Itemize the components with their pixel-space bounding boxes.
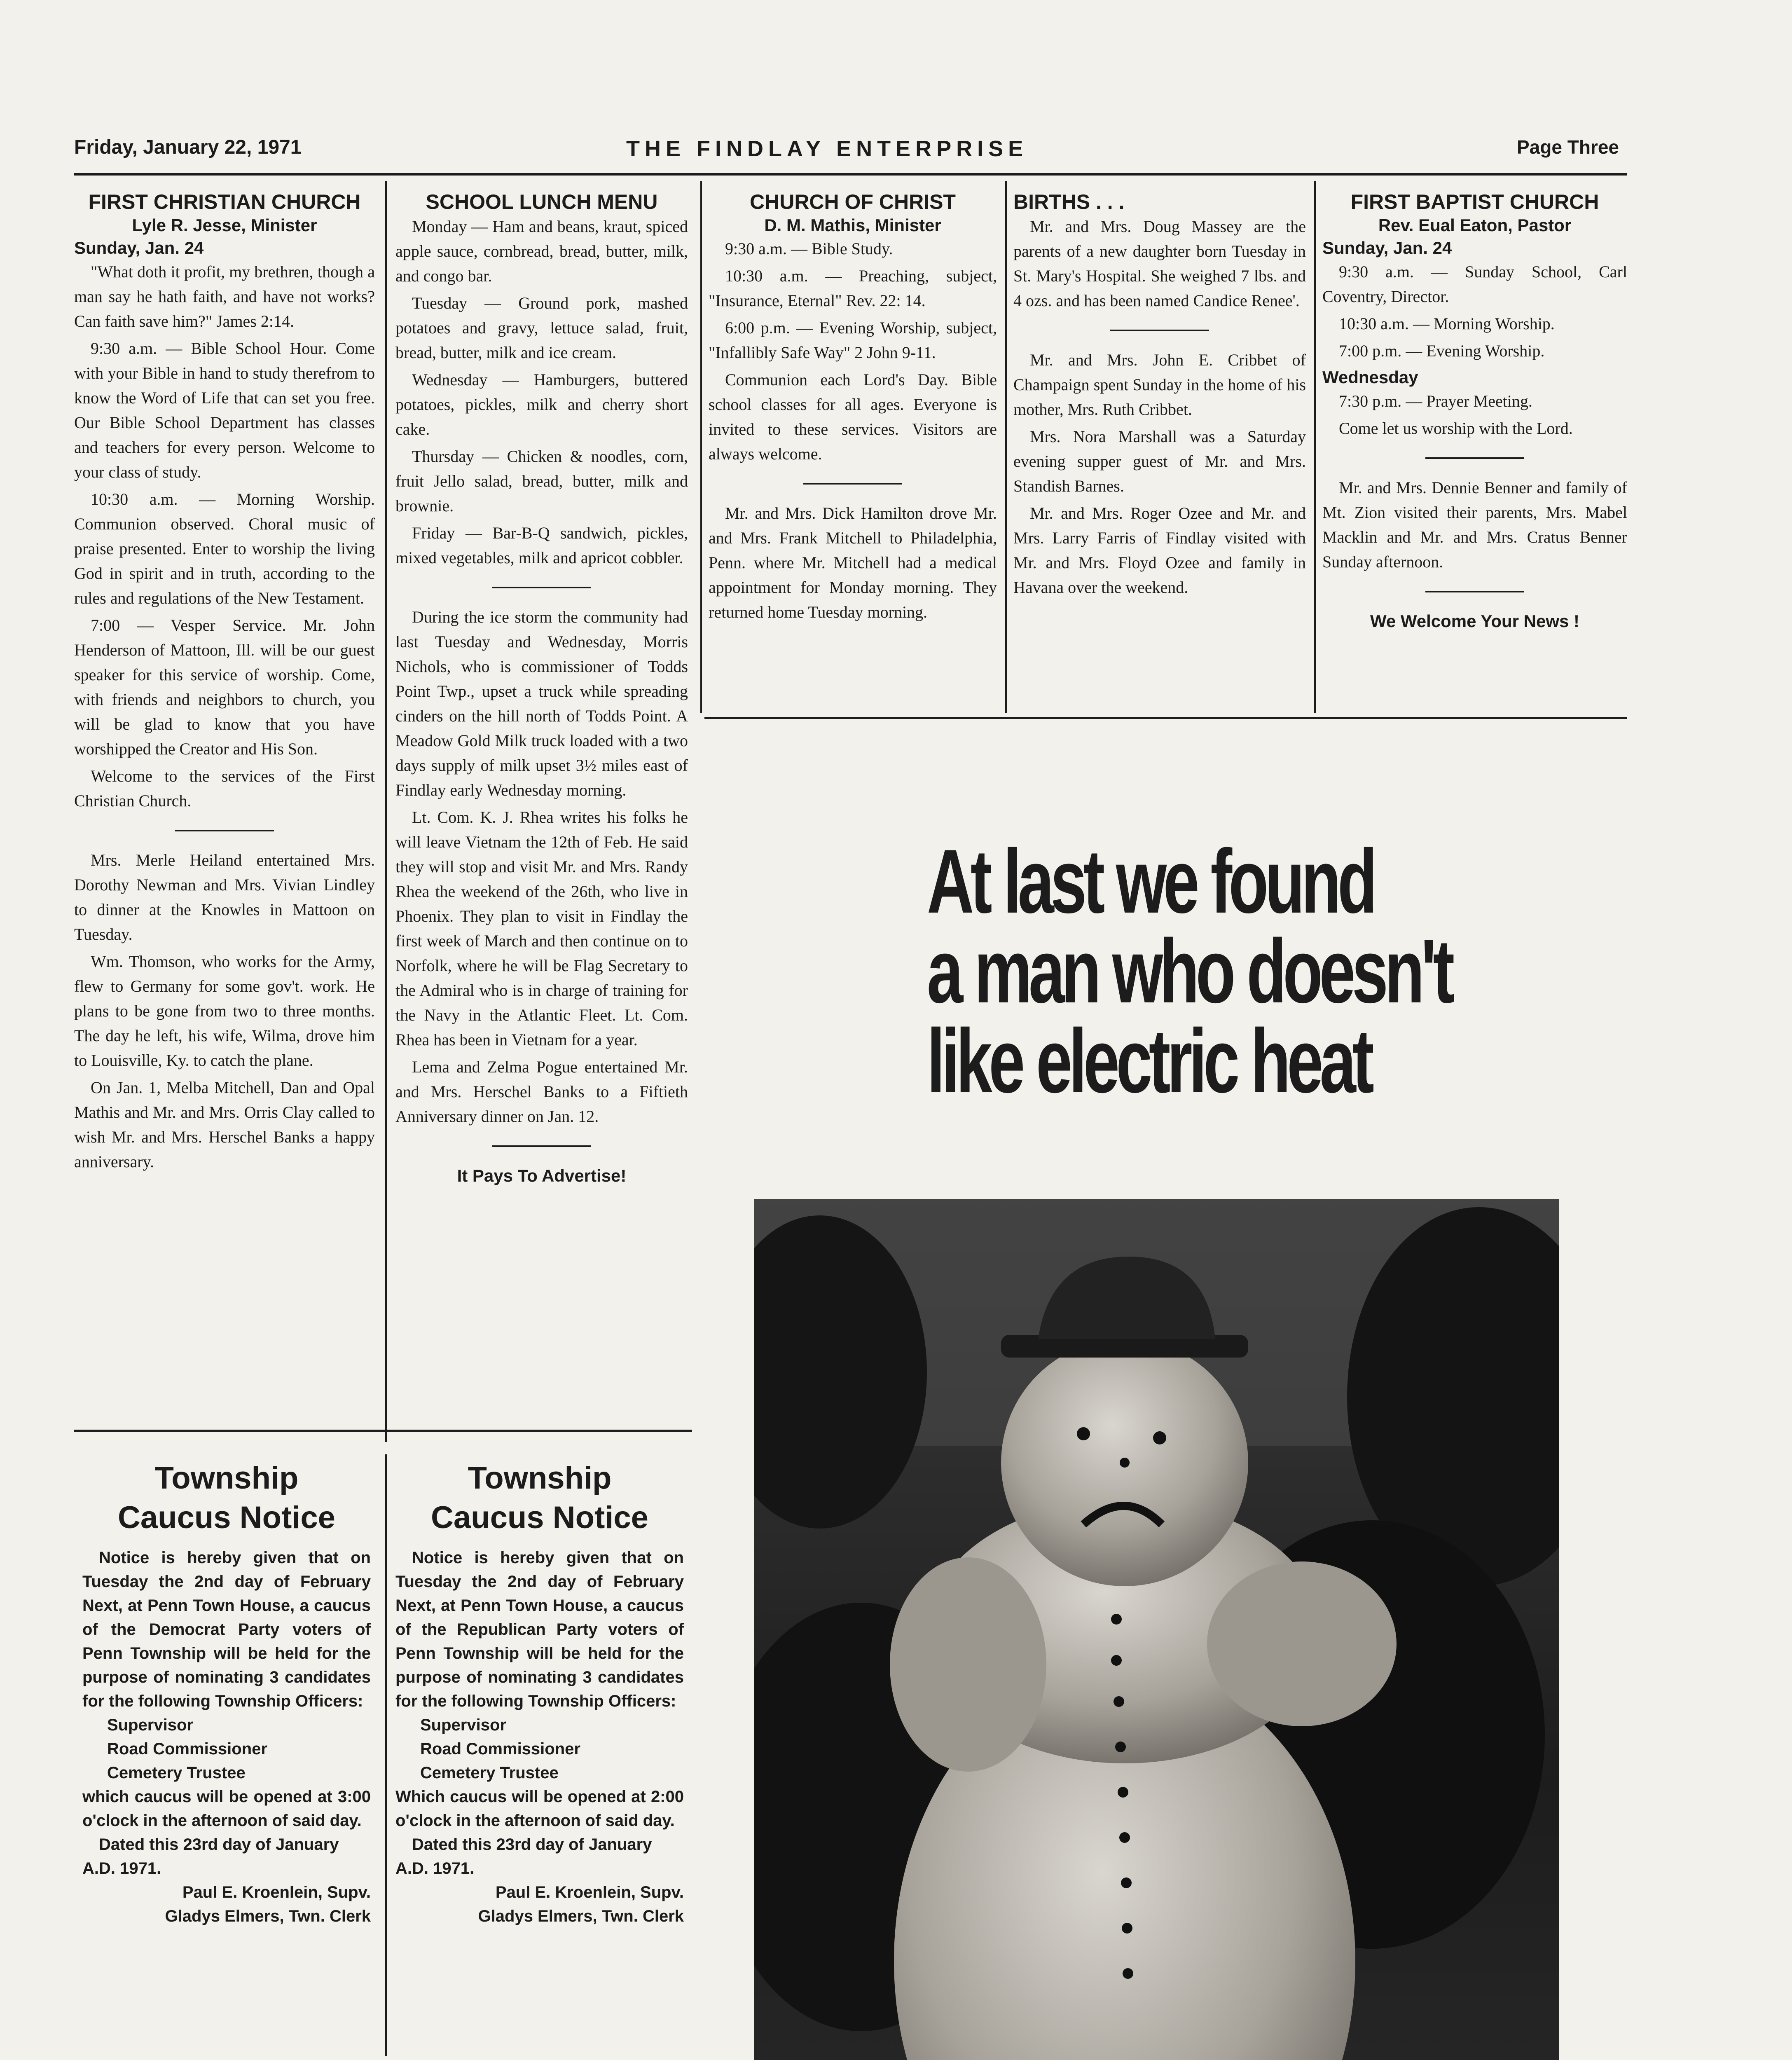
church-of-christ-minister: D. M. Mathis, Minister [764,215,941,235]
article-paragraph: 10:30 a.m. — Morning Worship. [1339,314,1555,333]
democrat-caucus-notice [82,1458,371,1928]
headline-line1: At last we found [927,831,1374,932]
article-paragraph: 9:30 a.m. — Sunday School, Carl Coventry, Director. [1322,262,1627,306]
headline-line2: a man who doesn't [927,920,1451,1022]
snowman-image [754,1199,1559,2060]
notices-top-rule [74,1430,692,1432]
notice-signature-clerk: Gladys Elmers, Twn. Clerk [165,1907,371,1925]
divider [492,1145,591,1147]
top-section-rule [704,717,1627,719]
church-of-christ-heading: CHURCH OF CHRIST [750,190,956,213]
column-births [1013,190,1306,602]
masthead-rule [74,173,1627,176]
menu-item: Thursday — Chicken & noodles, corn, fruit Jello salad, bread, butter, milk and brownie. [395,447,688,515]
notice-title-line2: Caucus Notice [431,1500,648,1535]
notice-dated: Dated this 23rd day of January A.D. 1971. [82,1835,339,1877]
column-rule-2 [700,181,702,713]
first-christian-church-date: Sunday, Jan. 24 [74,238,204,258]
notice-dated: Dated this 23rd day of January A.D. 1971. [395,1835,652,1877]
divider [803,483,902,485]
column-first-christian-church [74,190,375,1177]
cips-ad-headline [927,831,1545,1112]
article-paragraph: 7:30 p.m. — Prayer Meeting. [1339,392,1532,410]
republican-caucus-notice [395,1458,684,1928]
news-item: During the ice storm the community had last Tuesday and Wednesday, Morris Nichols, who is commissioner of Todds Point Twp., upset a truck while spreading cinders on the hill north of Todds Point. A Meadow Gold Milk truck loaded with a two days supply of milk upset 3½ miles east of Findlay early Wednesday morning. [395,608,688,799]
news-item: Lema and Zelma Pogue entertained Mr. and Mrs. Herschel Banks to a Fiftieth Anniversary dinner on Jan. 12. [395,1058,688,1126]
notice-office: Cemetery Trustee [420,1764,559,1782]
menu-item: Friday — Bar-B-Q sandwich, pickles, mixed vegetables, milk and apricot cobbler. [395,524,688,567]
first-christian-church-minister: Lyle R. Jesse, Minister [132,215,317,235]
snowman-photo [754,1199,1559,2060]
article-paragraph: Mr. and Mrs. Doug Massey are the parents of a new daughter born Tuesday in St. Mary's Hospital. She weighed 7 lbs. and 4 ozs. and has been named Candice Renee'. [1013,217,1306,310]
notice-signature-supervisor: Paul E. Kroenlein, Supv. [495,1883,684,1901]
column-church-of-christ [709,190,997,627]
masthead-page-number: Page Three [1517,136,1619,158]
column-first-baptist-church [1322,190,1627,634]
notice-office: Road Commissioner [420,1740,580,1758]
column-rule-4 [1314,181,1316,713]
news-item: On Jan. 1, Melba Mitchell, Dan and Opal Mathis and Mr. and Mrs. Orris Clay called to wish Mr. and Mrs. Herschel Banks a happy anniversary. [74,1078,375,1171]
article-paragraph: "What doth it profit, my brethren, though a man say he hath faith, and have not works? Can faith save him?" James 2:14. [74,262,375,330]
notice-time: which caucus will be opened at 3:00 o'clock in the afternoon of said day. [82,1788,371,1830]
article-paragraph: 10:30 a.m. — Preaching, subject, "Insurance, Eternal" Rev. 22: 14. [709,267,997,310]
article-paragraph: 9:30 a.m. — Bible Study. [725,239,893,258]
news-item: Mr. and Mrs. Dick Hamilton drove Mr. and Mrs. Frank Mitchell to Philadelphia, Penn. where Mr. Mitchell had a medical appointment for Monday morning. They returned home Tuesday morning. [709,504,997,621]
news-item: Mrs. Merle Heiland entertained Mrs. Dorothy Newman and Mrs. Vivian Lindley to dinner at the Knowles in Mattoon on Tuesday. [74,851,375,943]
notice-office: Cemetery Trustee [107,1764,246,1782]
column-rule-3 [1005,181,1007,713]
article-paragraph: Communion each Lord's Day. Bible school classes for all ages. Everyone is invited to these services. Visitors are always welcome. [709,370,997,463]
first-christian-church-heading: FIRST CHRISTIAN CHURCH [88,190,361,213]
notice-intro: Notice is hereby given that on Tuesday the 2nd day of February Next, at Penn Town House, a caucus of the Democrat Party voters of Penn Township will be held for the purpose of nominating 3 candidates for the following Township Officers: [82,1549,371,1710]
masthead-paper-name: THE FINDLAY ENTERPRISE [626,136,1028,161]
menu-item: Monday — Ham and beans, kraut, spiced apple sauce, cornbread, bread, butter, milk, and congo bar. [395,217,688,285]
column-rule-1 [385,181,387,1442]
it-pays-to-advertise: It Pays To Advertise! [457,1166,627,1185]
notice-signature-supervisor: Paul E. Kroenlein, Supv. [182,1883,371,1901]
notice-intro: Notice is hereby given that on Tuesday the 2nd day of February Next, at Penn Town House, a caucus of the Republican Party voters of Penn Township will be held for the purpose of nominating 3 candidates for the following Township Officers: [395,1549,684,1710]
divider [175,830,274,831]
notice-office: Supervisor [420,1716,506,1734]
news-item: Mr. and Mrs. John E. Cribbet of Champaign spent Sunday in the home of his mother, Mrs. Ruth Cribbet. [1013,351,1306,419]
first-baptist-church-pastor: Rev. Eual Eaton, Pastor [1378,215,1572,235]
article-paragraph: 9:30 a.m. — Bible School Hour. Come with your Bible in hand to study therefrom to know the Word of Life that can set you free. Our Bible School Department has classes and teachers for every person. Welcome to your class of study. [74,339,375,481]
article-paragraph: Come let us worship with the Lord. [1339,419,1573,438]
column-school-lunch-menu [395,190,688,1188]
notice-title-line2: Caucus Notice [118,1500,335,1535]
article-paragraph: 7:00 p.m. — Evening Worship. [1339,342,1545,360]
divider [1425,457,1524,459]
notice-office: Supervisor [107,1716,193,1734]
news-item: Lt. Com. K. J. Rhea writes his folks he will leave Vietnam the 12th of Feb. He said they will stop and visit Mr. and Mrs. Randy Rhea the weekend of the 26th, who live in Phoenix. They plan to visit in Findlay the first week of March and then continue on to Norfolk, where he will be Flag Secretary to the Admiral who is in charge of training for the Navy in the Atlantic Fleet. Lt. Com. Rhea has been in Vietnam for a year. [395,808,688,1049]
notice-signature-clerk: Gladys Elmers, Twn. Clerk [478,1907,684,1925]
school-lunch-menu-heading: SCHOOL LUNCH MENU [426,190,658,213]
first-baptist-church-date: Sunday, Jan. 24 [1322,238,1452,258]
masthead [74,136,1619,169]
headline-line3: like electric heat [927,1010,1371,1112]
notice-title-line1: Township [468,1461,612,1496]
divider [1110,330,1209,331]
news-item: Mrs. Nora Marshall was a Saturday evening supper guest of Mr. and Mrs. Standish Barnes. [1013,427,1306,495]
divider [1425,591,1524,592]
news-item: Mr. and Mrs. Dennie Benner and family of Mt. Zion visited their parents, Mrs. Mabel Macklin and Mr. and Mrs. Cratus Benner Sunday afternoon. [1322,478,1627,571]
masthead-date: Friday, January 22, 1971 [74,136,302,158]
article-paragraph: 10:30 a.m. — Morning Worship. Communion observed. Choral music of praise presented. Enter to worship the living God in spirit and in truth, according to the rules and regulations of the New Testament. [74,490,375,607]
first-baptist-church-heading: FIRST BAPTIST CHURCH [1350,190,1599,213]
notice-title-line1: Township [154,1461,299,1496]
article-paragraph: Welcome to the services of the First Christian Church. [74,767,375,810]
news-item: Mr. and Mrs. Roger Ozee and Mr. and Mrs. Larry Farris of Findlay visited with Mr. and Mrs. Floyd Ozee and family in Havana over the weekend. [1013,504,1306,597]
notice-time: Which caucus will be opened at 2:00 o'clock in the afternoon of said day. [395,1788,684,1830]
we-welcome-your-news: We Welcome Your News ! [1370,611,1580,631]
divider [492,587,591,588]
article-paragraph: 6:00 p.m. — Evening Worship, subject, "Infallibly Safe Way" 2 John 9-11. [709,318,997,362]
births-heading: BIRTHS . . . [1013,190,1125,213]
article-paragraph: 7:00 — Vesper Service. Mr. John Henderson of Mattoon, Ill. will be our guest speaker for this service of worship. Come, with friends and neighbors to church, you will be glad to know that you have worshipped the Creator and His Son. [74,616,375,758]
first-baptist-church-weekday: Wednesday [1322,368,1418,387]
notice-office: Road Commissioner [107,1740,267,1758]
menu-item: Wednesday — Hamburgers, buttered potatoes, pickles, milk and cherry short cake. [395,370,688,438]
notices-column-rule [385,1454,387,2056]
news-item: Wm. Thomson, who works for the Army, flew to Germany for some gov't. work. He plans to be gone from two to three months. The day he left, his wife, Wilma, drove him to Louisville, Ky. to catch the plane. [74,952,375,1070]
menu-item: Tuesday — Ground pork, mashed potatoes and gravy, lettuce salad, fruit, bread, butter, milk and ice cream. [395,294,688,362]
